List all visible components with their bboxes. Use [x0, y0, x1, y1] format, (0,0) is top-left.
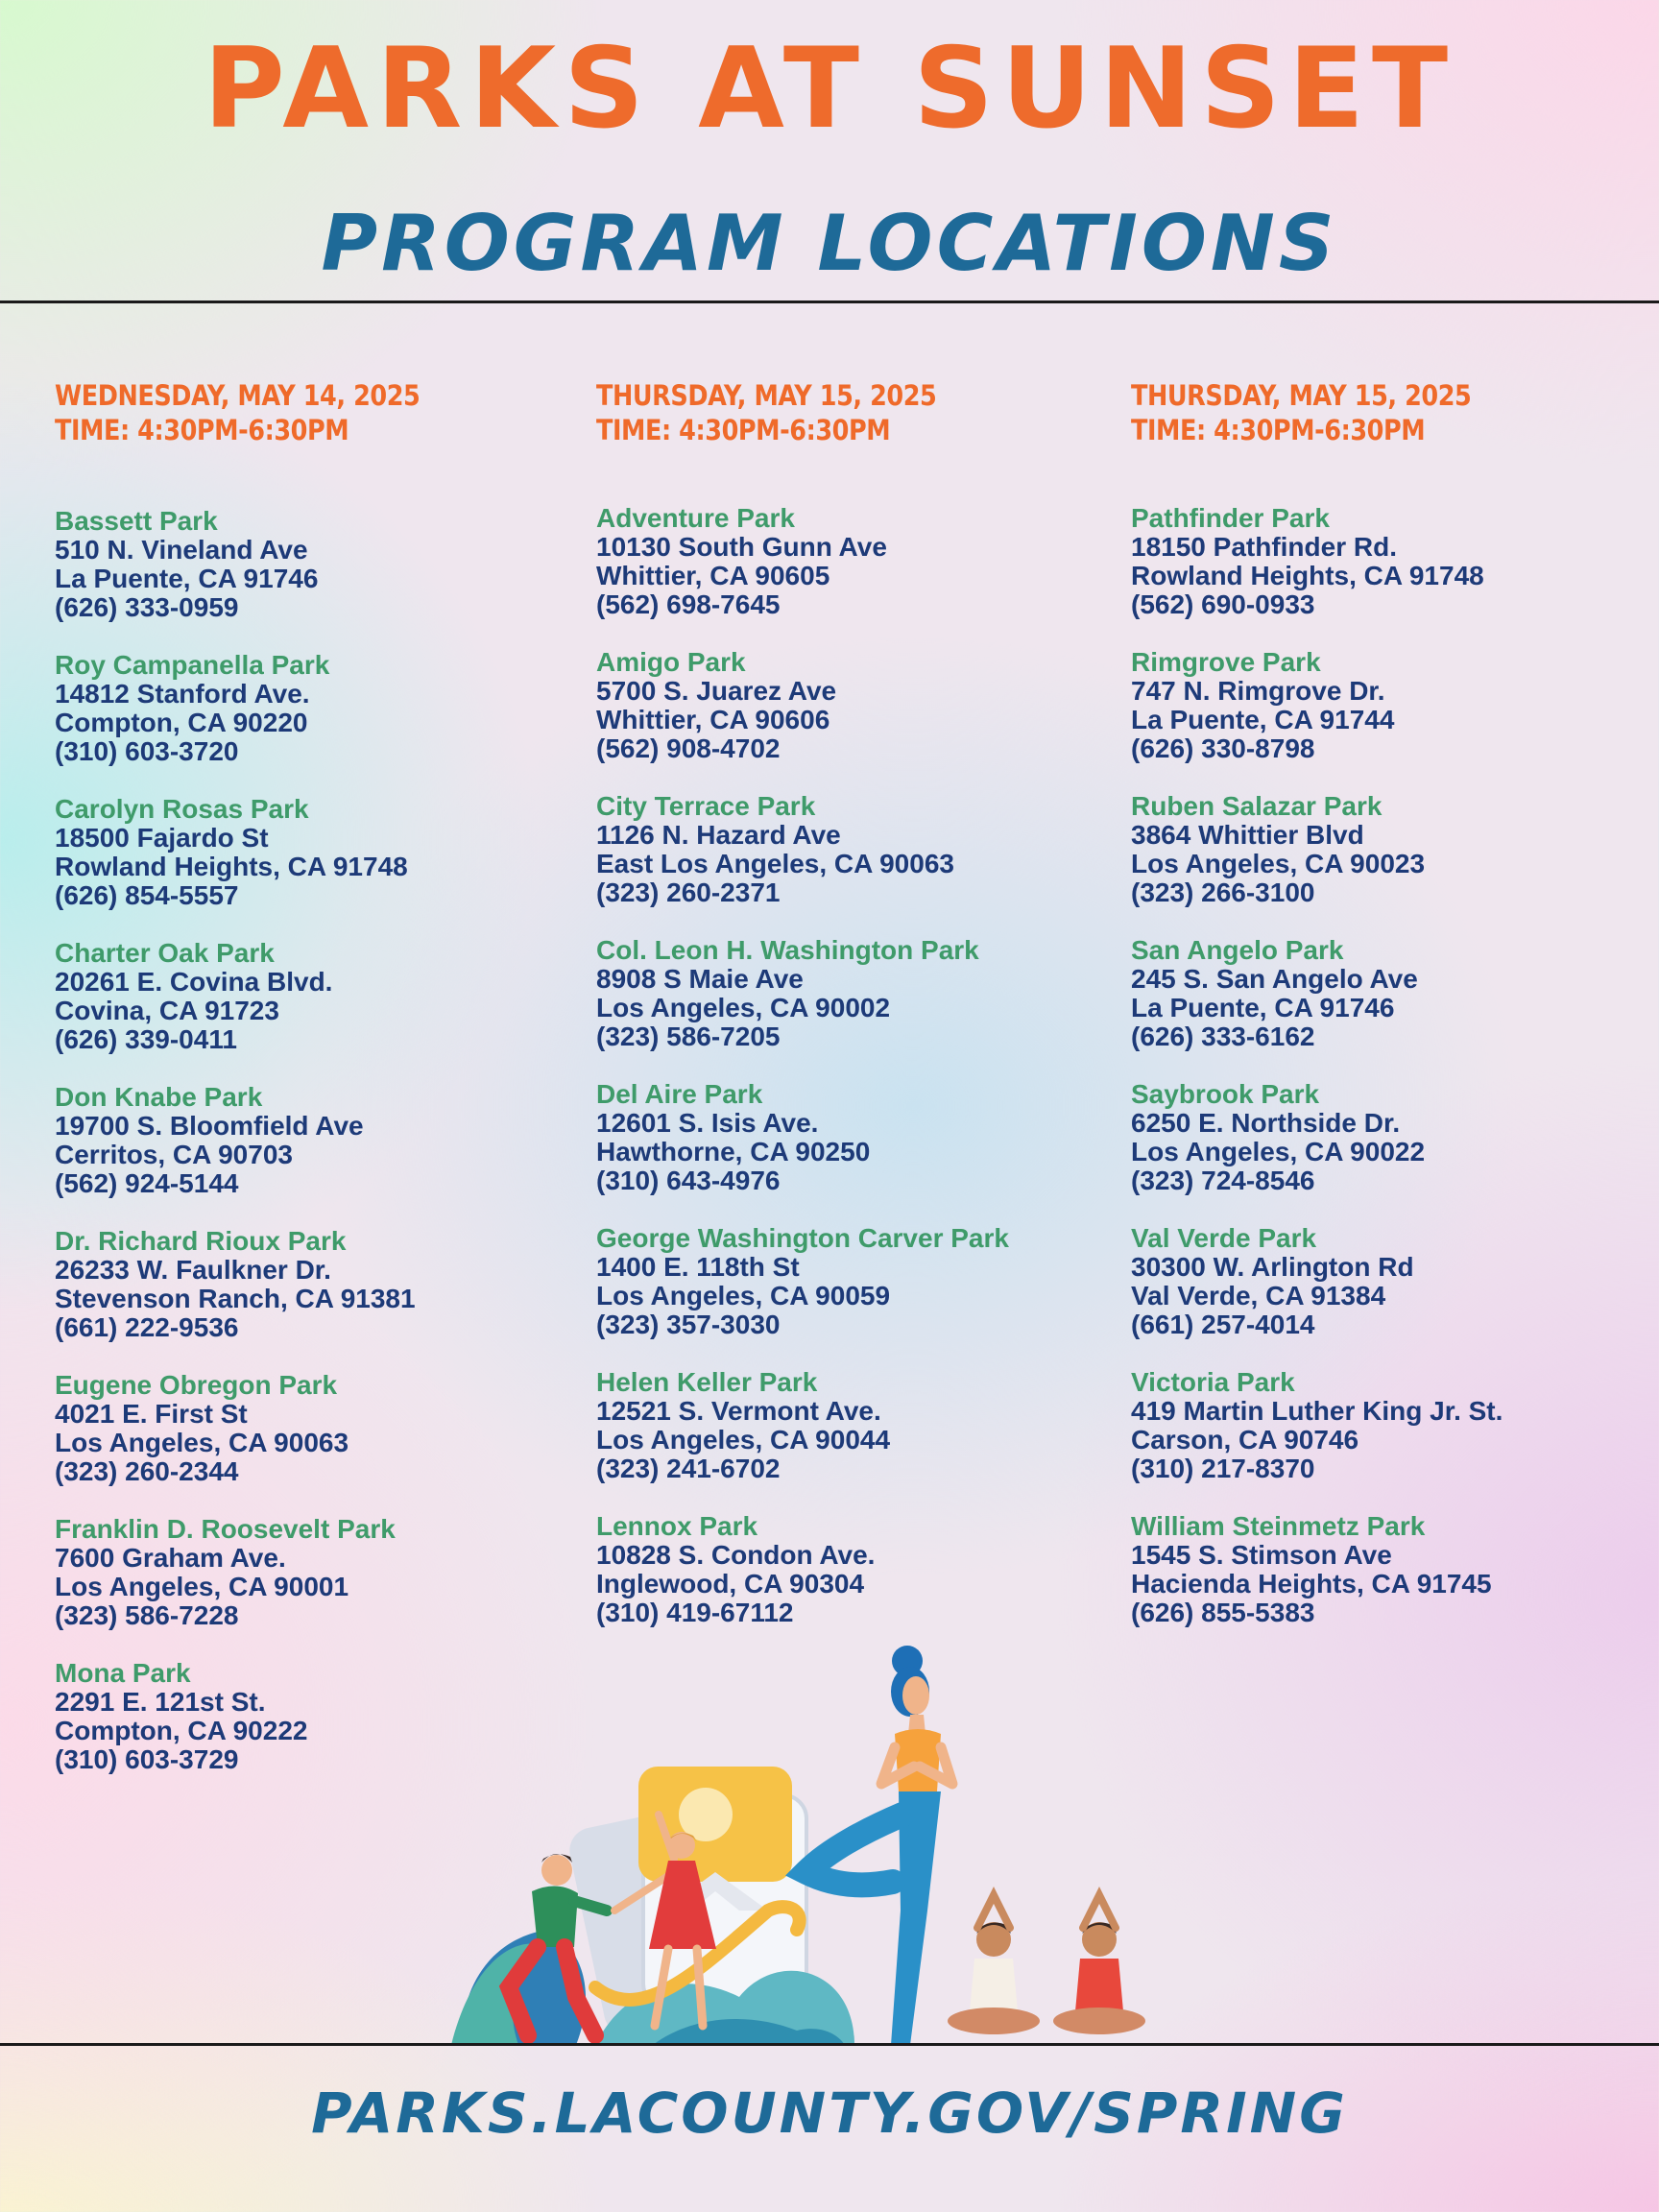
park-entry [596, 1080, 1134, 1224]
park-city: Rowland Heights, CA 91748 [55, 852, 408, 881]
park-phone: (562) 908-4702 [596, 733, 781, 763]
park-phone: (626) 333-6162 [1131, 1022, 1315, 1051]
park-city: La Puente, CA 91746 [55, 564, 319, 593]
park-phone: (310) 603-3729 [55, 1744, 239, 1774]
park-city: Los Angeles, CA 90002 [596, 993, 891, 1022]
park-address: 8908 S Maie Ave [596, 964, 804, 994]
people-exercising-illustration [451, 1623, 1200, 2045]
park-entry [55, 507, 592, 651]
park-city: Los Angeles, CA 90023 [1131, 849, 1426, 878]
park-entry [1131, 1512, 1659, 1656]
park-entry [55, 1371, 592, 1515]
column-time: TIME: 4:30PM-6:30PM [55, 414, 349, 446]
park-entry [596, 1368, 1134, 1512]
park-phone: (562) 924-5144 [55, 1168, 239, 1198]
park-name: San Angelo Park [1131, 935, 1344, 965]
park-address: 510 N. Vineland Ave [55, 535, 308, 565]
yoga-top [895, 1729, 941, 1791]
park-name: Ruben Salazar Park [1131, 791, 1382, 821]
park-city: East Los Angeles, CA 90063 [596, 849, 954, 878]
park-name: Del Aire Park [596, 1079, 763, 1109]
park-entry [55, 1227, 592, 1371]
park-entry [596, 1224, 1134, 1368]
park-city: Hacienda Heights, CA 91745 [1131, 1569, 1492, 1599]
park-entry [596, 936, 1134, 1080]
park-phone: (323) 241-6702 [596, 1454, 781, 1483]
park-name: Victoria Park [1131, 1367, 1295, 1397]
park-address: 19700 S. Bloomfield Ave [55, 1111, 364, 1141]
park-address: 18150 Pathfinder Rd. [1131, 532, 1397, 562]
park-name: Don Knabe Park [55, 1082, 263, 1112]
park-address: 20261 E. Covina Blvd. [55, 967, 333, 997]
kid-shirt [1075, 1959, 1123, 2011]
park-phone: (323) 266-3100 [1131, 878, 1315, 907]
park-entry [55, 939, 592, 1083]
park-name: Amigo Park [596, 647, 746, 677]
park-address: 12521 S. Vermont Ave. [596, 1396, 881, 1426]
park-name: Pathfinder Park [1131, 503, 1330, 533]
park-city: Los Angeles, CA 90044 [596, 1425, 891, 1455]
park-phone: (323) 586-7228 [55, 1600, 239, 1630]
park-city: Stevenson Ranch, CA 91381 [55, 1284, 416, 1313]
column-day: WEDNESDAY, MAY 14, 2025 [55, 379, 421, 412]
park-city: Whittier, CA 90606 [596, 705, 830, 734]
kid-legs [1053, 2008, 1145, 2034]
park-city: Los Angeles, CA 90001 [55, 1572, 349, 1601]
park-address: 4021 E. First St [55, 1399, 248, 1429]
park-phone: (323) 586-7205 [596, 1022, 781, 1051]
park-phone: (626) 330-8798 [1131, 733, 1315, 763]
park-city: Rowland Heights, CA 91748 [1131, 561, 1484, 590]
footer-divider [0, 2043, 1659, 2046]
park-name: William Steinmetz Park [1131, 1511, 1426, 1541]
page-title: PARKS AT SUNSET [203, 24, 1456, 154]
park-phone: (626) 854-5557 [55, 880, 239, 910]
park-entry [596, 648, 1134, 792]
park-address: 7600 Graham Ave. [55, 1543, 286, 1573]
park-phone: (323) 357-3030 [596, 1310, 781, 1339]
park-address: 747 N. Rimgrove Dr. [1131, 676, 1385, 706]
column-time: TIME: 4:30PM-6:30PM [596, 414, 891, 446]
park-address: 1400 E. 118th St [596, 1252, 800, 1282]
park-address: 26233 W. Faulkner Dr. [55, 1255, 331, 1285]
park-entry [596, 504, 1134, 648]
park-entry [55, 1083, 592, 1227]
park-name: Col. Leon H. Washington Park [596, 935, 979, 965]
park-city: Los Angeles, CA 90063 [55, 1428, 349, 1457]
park-name: Charter Oak Park [55, 938, 275, 968]
park-city: Val Verde, CA 91384 [1131, 1281, 1386, 1310]
park-name: George Washington Carver Park [596, 1223, 1009, 1253]
man-jacket [532, 1886, 578, 1947]
park-entry [1131, 504, 1659, 648]
park-name: Roy Campanella Park [55, 650, 330, 680]
kid-legs [948, 2008, 1040, 2034]
park-city: Compton, CA 90222 [55, 1716, 308, 1745]
header-divider [0, 301, 1659, 303]
park-address: 12601 S. Isis Ave. [596, 1108, 819, 1138]
park-entry [1131, 1368, 1659, 1512]
park-city: Compton, CA 90220 [55, 708, 308, 737]
park-address: 1545 S. Stimson Ave [1131, 1540, 1392, 1570]
park-address: 6250 E. Northside Dr. [1131, 1108, 1401, 1138]
park-phone: (661) 257-4014 [1131, 1310, 1315, 1339]
park-phone: (310) 643-4976 [596, 1166, 781, 1195]
park-city: La Puente, CA 91746 [1131, 993, 1395, 1022]
park-phone: (310) 603-3720 [55, 736, 239, 766]
park-phone: (323) 260-2371 [596, 878, 781, 907]
park-phone: (310) 419-67112 [596, 1598, 794, 1627]
park-entry [1131, 792, 1659, 936]
park-address: 245 S. San Angelo Ave [1131, 964, 1418, 994]
column-wednesday [55, 378, 592, 1803]
column-thursday-1 [596, 378, 1134, 1656]
park-address: 14812 Stanford Ave. [55, 679, 310, 709]
park-name: Helen Keller Park [596, 1367, 818, 1397]
park-city: Carson, CA 90746 [1131, 1425, 1359, 1455]
yoga-bent-leg [806, 1815, 902, 1885]
park-city: Whittier, CA 90605 [596, 561, 830, 590]
park-name: Rimgrove Park [1131, 647, 1321, 677]
park-phone: (310) 217-8370 [1131, 1454, 1315, 1483]
park-name: Dr. Richard Rioux Park [55, 1226, 347, 1256]
park-city: Cerritos, CA 90703 [55, 1140, 293, 1169]
column-time: TIME: 4:30PM-6:30PM [1131, 414, 1426, 446]
park-address: 419 Martin Luther King Jr. St. [1131, 1396, 1503, 1426]
park-entry [1131, 648, 1659, 792]
park-list [55, 507, 592, 1803]
park-city: Covina, CA 91723 [55, 996, 279, 1025]
park-phone: (562) 690-0933 [1131, 589, 1315, 619]
park-list [1131, 504, 1659, 1656]
park-entry [55, 795, 592, 939]
park-city: La Puente, CA 91744 [1131, 705, 1395, 734]
column-thursday-2 [1131, 378, 1659, 1656]
park-phone: (626) 855-5383 [1131, 1598, 1315, 1627]
park-list [596, 504, 1134, 1656]
park-address: 30300 W. Arlington Rd [1131, 1252, 1414, 1282]
park-phone: (626) 333-0959 [55, 592, 239, 622]
park-entry [1131, 936, 1659, 1080]
park-name: Saybrook Park [1131, 1079, 1320, 1109]
park-name: Mona Park [55, 1658, 191, 1688]
park-phone: (661) 222-9536 [55, 1312, 239, 1342]
park-phone: (323) 724-8546 [1131, 1166, 1315, 1195]
park-address: 3864 Whittier Blvd [1131, 820, 1364, 850]
park-address: 10828 S. Condon Ave. [596, 1540, 876, 1570]
park-address: 18500 Fajardo St [55, 823, 269, 853]
park-name: Carolyn Rosas Park [55, 794, 309, 824]
park-name: Eugene Obregon Park [55, 1370, 338, 1400]
page-subtitle: PROGRAM LOCATIONS [321, 199, 1338, 288]
park-city: Inglewood, CA 90304 [596, 1569, 865, 1599]
park-entry [1131, 1080, 1659, 1224]
yoga-head [902, 1676, 929, 1715]
park-city: Hawthorne, CA 90250 [596, 1137, 871, 1166]
kid-shirt [970, 1959, 1018, 2011]
park-entry [596, 792, 1134, 936]
park-name: Franklin D. Roosevelt Park [55, 1514, 396, 1544]
woman-leg [697, 1949, 703, 2026]
park-name: Adventure Park [596, 503, 795, 533]
park-entry [1131, 1224, 1659, 1368]
park-entry [55, 651, 592, 795]
park-address: 10130 South Gunn Ave [596, 532, 887, 562]
park-name: City Terrace Park [596, 791, 816, 821]
park-address: 5700 S. Juarez Ave [596, 676, 837, 706]
park-name: Bassett Park [55, 506, 218, 536]
park-phone: (562) 698-7645 [596, 589, 781, 619]
column-day: THURSDAY, MAY 15, 2025 [1131, 379, 1472, 412]
footer-url-link[interactable]: PARKS.LACOUNTY.GOV/SPRING [311, 2080, 1348, 2146]
park-phone: (626) 339-0411 [55, 1024, 237, 1054]
park-city: Los Angeles, CA 90059 [596, 1281, 891, 1310]
park-name: Val Verde Park [1131, 1223, 1317, 1253]
man-head [541, 1855, 572, 1886]
park-address: 2291 E. 121st St. [55, 1687, 266, 1717]
park-phone: (323) 260-2344 [55, 1456, 239, 1486]
column-day: THURSDAY, MAY 15, 2025 [596, 379, 937, 412]
park-name: Lennox Park [596, 1511, 758, 1541]
park-address: 1126 N. Hazard Ave [596, 820, 841, 850]
park-city: Los Angeles, CA 90022 [1131, 1137, 1426, 1166]
